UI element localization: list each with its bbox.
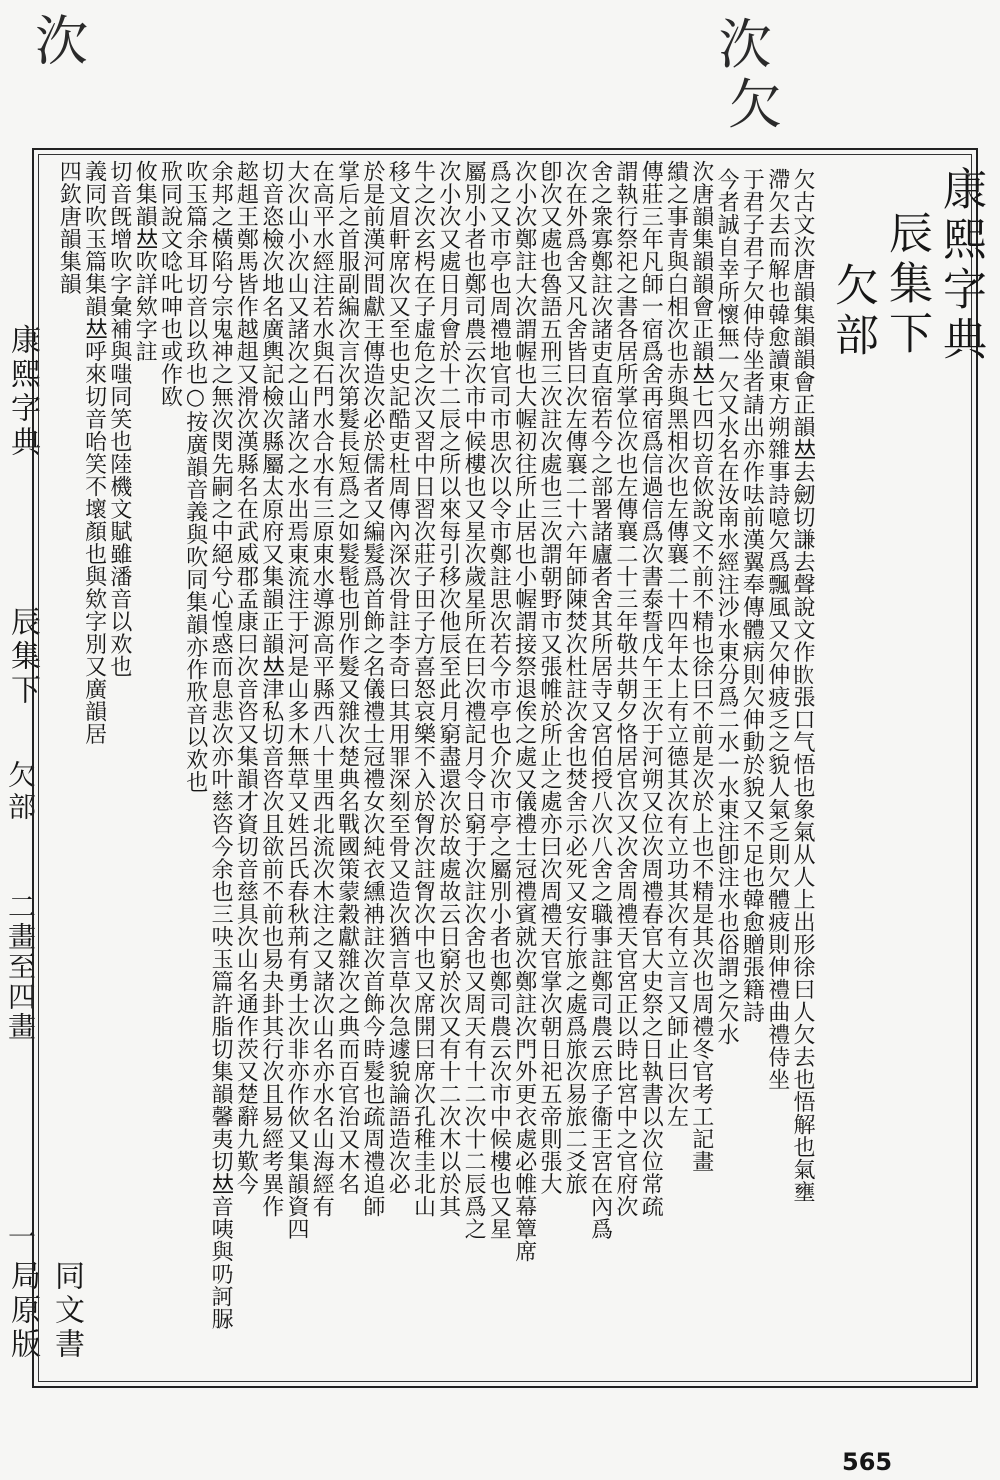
text-column: 攸集韻𠀤吹詳欸字註	[132, 160, 158, 363]
text-column: 舍之衆寡鄭註次諸吏直宿若今之部署諸廬者舍其所居寺又宮伯授八次八舍之職事註鄭司農云庶子衞王宮在內爲	[587, 160, 613, 1240]
text-column: 牛之次玄枵在子虛危之次又習中日習次莊子田子方喜怒哀樂不入於胷次註胷次中也又席開曰席次孔稚圭北山	[410, 160, 436, 1218]
text-column: 吹玉篇余耳切音以玖也○按廣韻音義與吹同集韻亦作㰢音以欢也	[182, 160, 208, 793]
text-column: 於是前漢河間獻王傳造次必於儒者又編髮爲首飾之名儀禮士冠禮女次純衣纁袡註次首飾今時髮也疏周禮追師	[359, 160, 385, 1218]
seal-character-right-bottom: 欠	[728, 73, 782, 136]
text-column: 四欽唐韻集韻	[56, 160, 82, 295]
text-column: 滯欠去而解也韓愈讀東方朔雜事詩噫欠爲飄風又欠伸疲乏之貌人氣乏則欠體疲則伸禮曲禮侍坐	[764, 168, 790, 1091]
text-column: 欠古文㳄唐韻集韻韻會正韻𠀤去劒切謙去聲說文作𣢟張口气悟也象氣从人上出形徐曰人欠去也悟解也氣壅	[790, 168, 815, 1203]
text-column: 今者誠自幸所懷無一欠又水名在汝南水經注沙水東分爲二水一水東注卽注水也俗謂之欠水	[714, 168, 740, 1046]
text-column: 移文眉軒席次又至也史記酷吏杜周傳內深次骨註李奇曰其用罪深刻至骨又造次猶言草次急遽貌論語造次必	[385, 160, 411, 1195]
radical-title: 欠部	[827, 262, 878, 362]
text-column: 掌后之首服副編次言次第髮長短爲之如髮髢也別作髮又雜次楚典名戰國策蒙穀獻雜次之典而百官治又木名	[334, 160, 360, 1195]
book-title: 康熙字典	[935, 166, 986, 366]
text-column: 義同吹玉篇集韻𠀤呼來切音咍笑不壞顏也與欸字別又廣韻居	[81, 160, 107, 745]
text-column: 余邦之橫陷兮宗鬼神之無次閔先嗣之中絕兮心惶惑而息悲次亦叶慈咨今余也三吷玉篇許脂切集韻馨夷切𠀤音咦與𠮨訶脲	[208, 160, 234, 1330]
text-column: 謂執行祭祀之書各居所掌位次也左傳襄二十三年敬共朝夕恪居官次又次舍周禮天官宮正以時比宮中之官府次	[612, 160, 638, 1218]
text-column: 爲之又市亭也周禮地官司市思次以令市鄭註思次若今市亭也介次市亭之屬別小者也鄭司農云次市中候樓也又星	[486, 160, 512, 1240]
text-column: 在高平水經注若水與石門水合水有三原東水導源高平縣西八十里西北流次木注之又諸次山名亦水名山海經有	[309, 160, 335, 1218]
text-column: 次小次鄭註大次謂幄也大幄初往所止居也小幄謂接祭退俟之處又儀禮士冠禮賓就次鄭註次門外更衣處必帷幕簟席	[511, 160, 537, 1263]
text-column: 繢之事青與白相次也赤與黑相次也左傳襄二十四年太上有立德其次有立功其次有立言又師止曰次左	[663, 160, 689, 1128]
seal-character-right-top: 㳄	[718, 13, 772, 76]
text-column: 卽次又處也魯語五刑三次註次處也三次謂朝野市又張帷於所止之處亦曰次周禮天官掌次朝日祀五帝則張大	[537, 160, 562, 1195]
margin-book-title: 康熙字典	[5, 324, 40, 460]
text-column: 㰢同說文唸𠮟呻也或作欧	[157, 160, 183, 408]
text-column: 趑趄王鄭馬皆作越趄又滑次漢縣名在武威郡孟康曰次音咨又集韻才資切音慈具次山名通作茨又楚辭九歎今	[233, 160, 259, 1195]
text-column: 切音恣檢次地名廣輿記檢次縣屬太原府又集韻正韻𠀤津私切音咨次且欲前不前也易夬卦其行次且易經考異作	[258, 160, 284, 1218]
margin-radical: 欠部	[4, 760, 37, 824]
margin-stroke-range: 二畫至四畫	[4, 892, 37, 1042]
seal-character-left: 㳄	[26, 12, 89, 66]
text-column: 切音旣增吹字彙補與嗤同笑也陸機文賦雖潘音以欢也	[106, 160, 132, 678]
text-column: 次小次又處日月會於十二辰之所以來每引移次他辰至此月窮盡還次於故處故云日窮於次又有十二次木以於其	[435, 160, 461, 1218]
text-column: 屬別小者也鄭司農云次市中候樓也又星次歲星所在曰次禮記月令日窮于次註次舍也又周天有十二次十二辰爲之	[461, 160, 487, 1240]
text-column: 傳莊三年凡師一宿爲舍再宿爲信過信爲次書泰誓戊午王次于河朔又位次周禮春官大史祭之日執書以次位常疏	[638, 160, 664, 1218]
text-column: 于君子君子欠伸侍坐者請出亦作呿前漢翼奉傳體病則欠伸動於貌又不足也韓愈贈張籍詩	[739, 168, 765, 1023]
volume-title: 辰集下	[881, 210, 932, 360]
text-column: 㳄唐韻集韻韻會正韻𠀤七四切音佽說文不前不精也徐曰不前是次於上也不精是其次也周禮冬官考工記畫	[688, 160, 714, 1173]
page-number: 565	[842, 1448, 893, 1476]
margin-volume: 辰集下	[5, 606, 40, 708]
margin-number: 一	[4, 1222, 37, 1250]
text-column: 次在外爲舍又凡舍皆曰次左傳襄二十六年師陳焚次杜註次舍也焚舍示必死又安行旅之處爲旅次易旅二爻旅	[562, 160, 588, 1195]
margin-publisher: 同文書局原版	[5, 1260, 84, 1362]
text-column: 大次山小次山又諸次之山諸次之水出焉東流注于河是山多木無草又姓呂氏春秋荊有勇士次非亦作佽又集韻資四	[284, 160, 309, 1240]
